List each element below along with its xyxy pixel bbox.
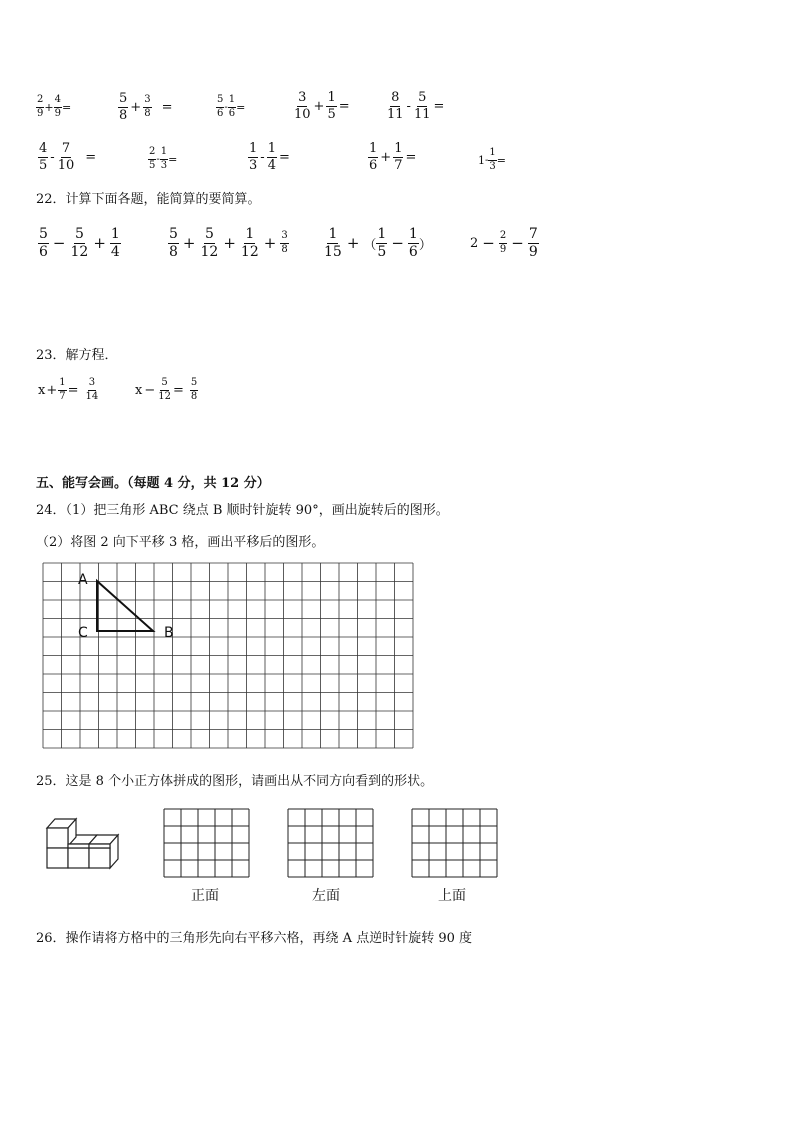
q22-expr-2: $\frac{5}{8}$ + $\frac{5}{12}$ + $\frac{1}{12}$ + $\frac{3}{8}$	[169, 225, 288, 260]
front-view-label: 正面	[191, 888, 219, 904]
left-view-label: 左面	[312, 888, 340, 904]
row1-expr-3: $\frac{5}{6}$ - $\frac{1}{6}$ =	[217, 94, 246, 119]
q22-expr-3: $\frac{1}{15}$ + （ $\frac{1}{5}$ − $\frac{1}{6}$ ）	[324, 225, 432, 260]
q24-grid	[42, 562, 416, 752]
row1-expr-5: $\frac{8}{11}$ - $\frac{5}{11}$ =	[387, 89, 445, 122]
q22-expr-4: 2 − $\frac{2}{9}$ − $\frac{7}{9}$	[470, 225, 538, 260]
q24-line2: （2）将图 2 向下平移 3 格，画出平移后的图形。	[36, 535, 325, 550]
triangle-abc	[97, 581, 153, 631]
front-view-grid	[163, 808, 251, 878]
cube-figure	[42, 812, 128, 874]
row2-expr-1: $\frac{4}{5}$ - $\frac{7}{10}$ =	[39, 140, 97, 173]
row2-expr-2: $\frac{2}{5}$ - $\frac{1}{3}$ =	[149, 146, 178, 171]
section-5-title: 五、能写会画。（每题 4 分，共 12 分）	[36, 476, 270, 491]
top-view-grid	[411, 808, 499, 878]
q22-expr-1: $\frac{5}{6}$ − $\frac{5}{12}$ + $\frac{1}{4}$	[39, 225, 120, 260]
q22-title: 22．计算下面各题，能简算的要简算。	[36, 192, 261, 207]
q26-title: 26．操作请将方格中的三角形先向右平移六格，再绕 A 点逆时针旋转 90 度	[36, 931, 473, 946]
row2-expr-3: $\frac{1}{3}$ - $\frac{1}{4}$ =	[249, 140, 290, 173]
label-b: B	[164, 625, 174, 641]
fraction: $\frac{4}{9}$	[54, 94, 61, 119]
row1-expr-2: $\frac{5}{8}$ + $\frac{3}{8}$ =	[119, 90, 173, 123]
top-view-label: 上面	[438, 888, 466, 904]
q24-line1: 24．（1）把三角形 ABC 绕点 B 顺时针旋转 90°，画出旋转后的图形。	[36, 503, 449, 518]
label-c: C	[78, 625, 88, 641]
left-view-grid	[287, 808, 375, 878]
row2-expr-4: $\frac{1}{6}$ + $\frac{1}{7}$ =	[369, 140, 417, 173]
row1-expr-1: $\frac{2}{9}$ + $\frac{4}{9}$ =	[37, 94, 72, 119]
row1-expr-4: $\frac{3}{10}$ + $\frac{1}{5}$ =	[294, 89, 350, 122]
q25-title: 25．这是 8 个小正方体拼成的图形，请画出从不同方向看到的形状。	[36, 774, 434, 789]
q23-equation-1: x + $\frac{1}{7}$ = $\frac{3}{14}$	[38, 377, 99, 402]
label-a: A	[78, 572, 88, 588]
fraction: $\frac{2}{9}$	[37, 94, 44, 119]
q23-title: 23．解方程．	[36, 348, 118, 363]
q23-equation-2: x − $\frac{5}{12}$ = $\frac{5}{8}$	[135, 377, 198, 402]
row2-expr-5: 1 - $\frac{1}{3}$ =	[478, 147, 506, 172]
